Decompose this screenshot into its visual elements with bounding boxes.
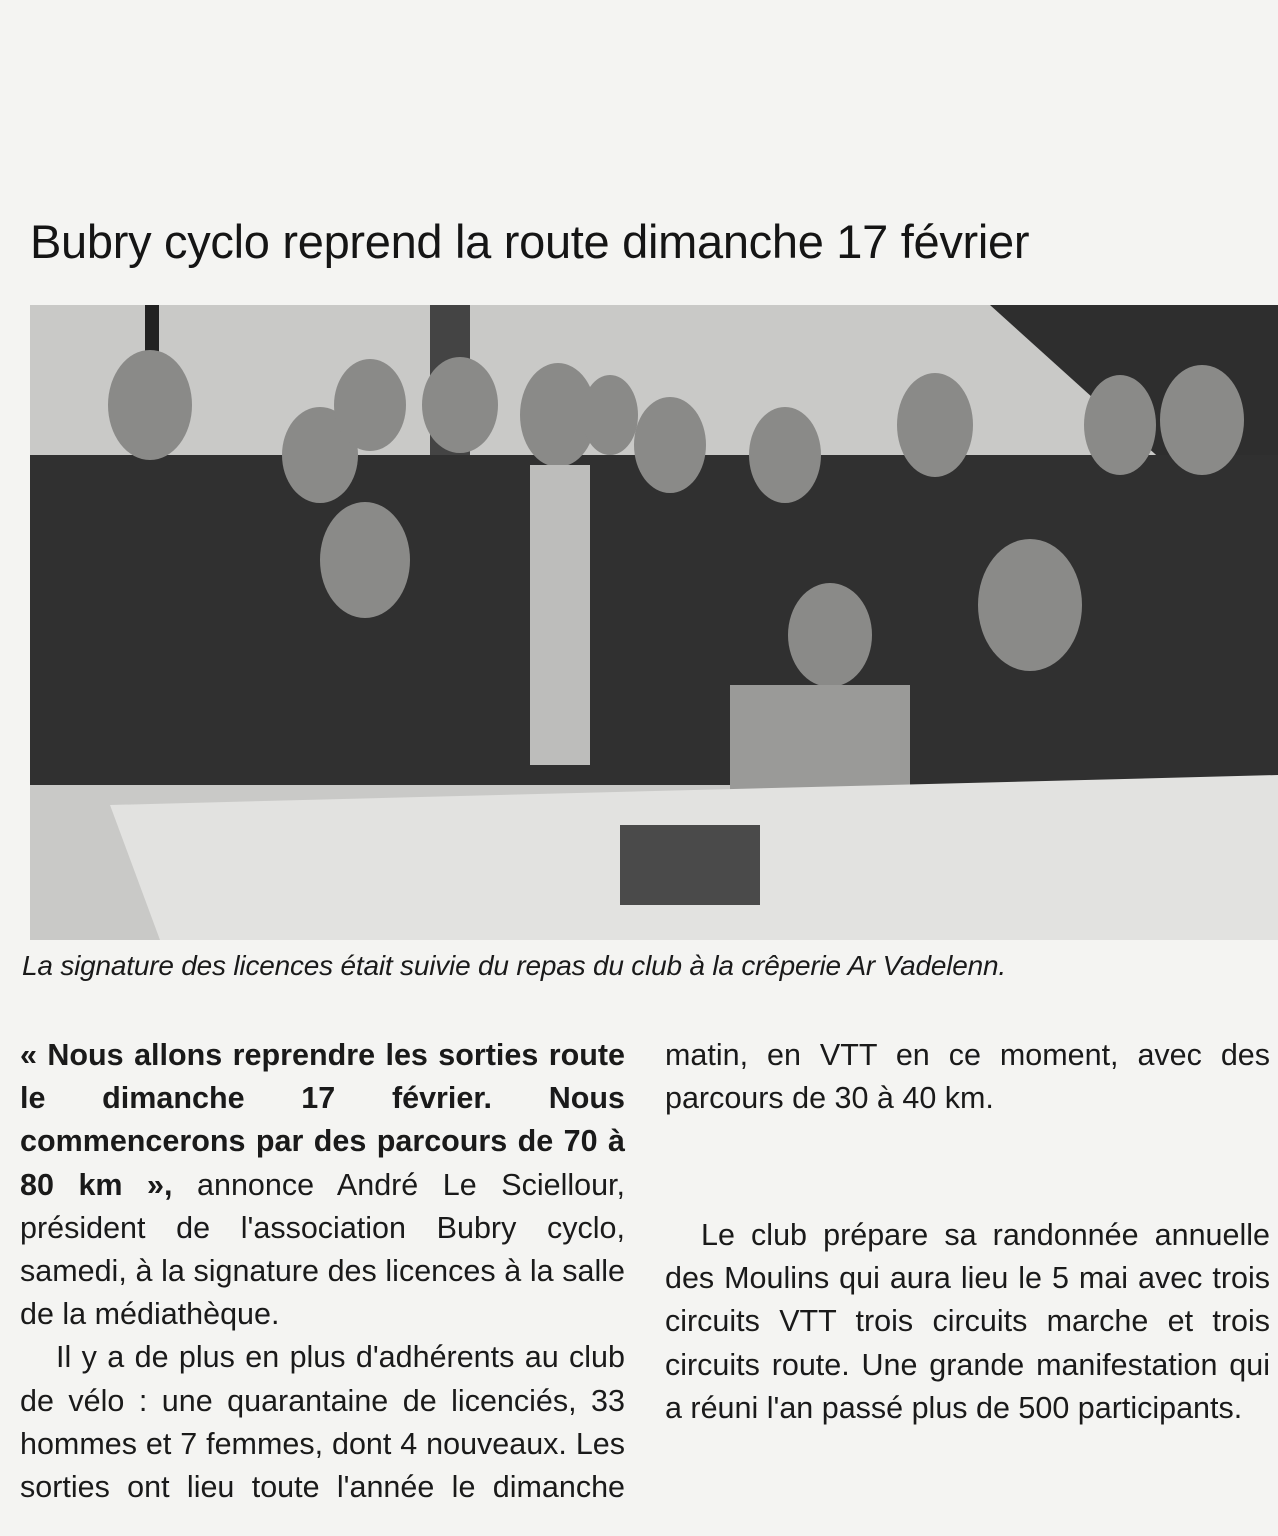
article-column-right — [665, 1034, 1270, 1430]
headline: Bubry cyclo reprend la route dimanche 17 février — [30, 215, 1030, 268]
paragraph-1-rest: annonce André Le Sciellour, président de l'association Bubry cyclo, samedi, à la signature des licences à la salle de la médiathèque. — [20, 1167, 625, 1332]
paragraph-2-continued — [665, 1034, 1270, 1206]
paragraph-3: Le club prépare sa randonnée annuelle des Moulins qui aura lieu le 5 mai avec trois circuits VTT trois circuits marche et trois circuits route. Une grande manifestation qui a réuni l'an passé plus de 500 participants. — [665, 1218, 1270, 1425]
paragraph-1 — [20, 1034, 625, 1336]
paragraph-2-overflow: matin, en VTT en ce moment, avec des parcours de 30 à 40 km. — [665, 1037, 1270, 1116]
article-column-left — [20, 1034, 625, 1508]
photo-illustration — [30, 305, 1278, 940]
photo-caption: La signature des licences était suivie du repas du club à la crêperie Ar Vadelenn. — [22, 950, 1006, 981]
quote-lead: « Nous allons reprendre les sorties route le dimanche 17 février. Nous commencerons par des parcours de 70 à 80 km », — [20, 1038, 625, 1202]
paragraph-2: Il y a de plus en plus d'adhérents au club de vélo : une quarantaine de licenciés, 33 hommes et 7 femmes, dont 4 nouveaux. Les sorties ont lieu toute l'année le dimanche — [20, 1340, 625, 1505]
group-photo — [30, 305, 1278, 940]
